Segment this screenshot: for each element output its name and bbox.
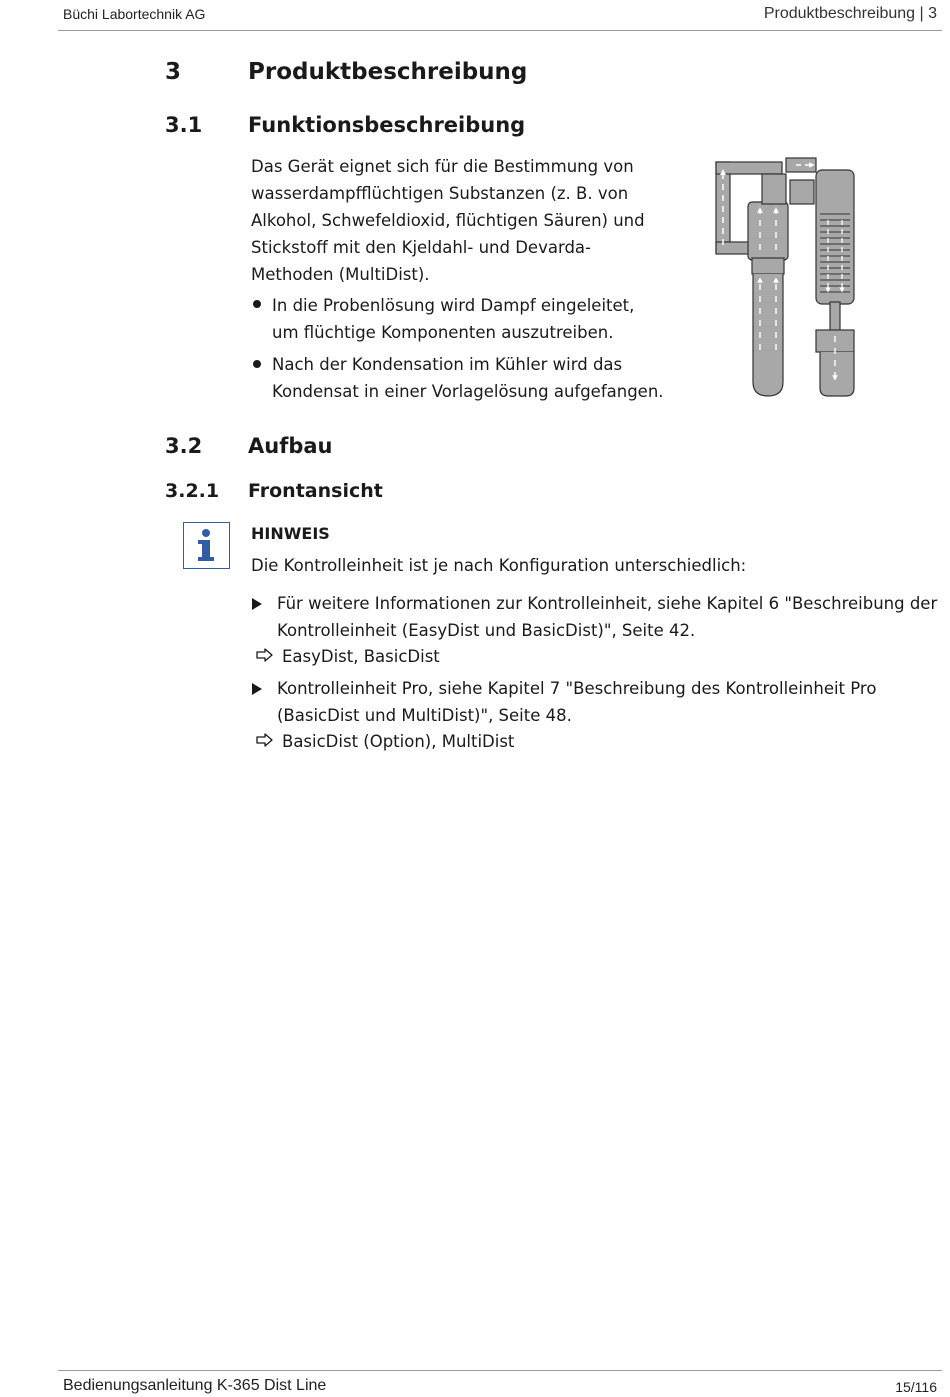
sample-flask: [748, 174, 788, 396]
step-line: Kontrolleinheit (EasyDist und BasicDist)", Seite 42.: [277, 621, 696, 640]
section-3-2-1-number: 3.2.1: [165, 480, 220, 502]
step-result: EasyDist, BasicDist: [282, 647, 440, 666]
bullet-line: Kondensat in einer Vorlagelösung aufgefangen.: [272, 382, 664, 401]
result-arrow-icon: [256, 648, 274, 662]
notice-text: Die Kontrolleinheit ist je nach Konfiguration unterschiedlich:: [251, 556, 747, 575]
bullet-line: Nach der Kondensation im Kühler wird das: [272, 355, 623, 374]
intro-line: Alkohol, Schwefeldioxid, flüchtigen Säuren) und: [251, 211, 645, 230]
section-3-1-number: 3.1: [165, 113, 203, 137]
notice-step: [277, 675, 876, 729]
bullet-dot: [253, 300, 261, 308]
result-arrow-icon: [256, 733, 274, 747]
bullet-item: [272, 292, 634, 346]
notice-step: [277, 590, 937, 644]
intro-line: Methoden (MultiDist).: [251, 265, 430, 284]
step-arrow-icon: [252, 683, 262, 695]
section-3-2-1-title: Frontansicht: [248, 480, 383, 502]
step-line: (BasicDist und MultiDist)", Seite 48.: [277, 706, 572, 725]
bullet-dot: [253, 360, 261, 368]
step-result: BasicDist (Option), MultiDist: [282, 732, 515, 751]
header-section: Produktbeschreibung | 3: [763, 5, 937, 22]
bullet-line: In die Probenlösung wird Dampf eingeleitet,: [272, 296, 635, 315]
distillation-diagram: [708, 150, 864, 406]
header-company: Büchi Labortechnik AG: [63, 6, 206, 22]
footer-rule: [58, 1370, 942, 1371]
section-3-1-title: Funktionsbeschreibung: [248, 113, 526, 137]
section-3-2-title: Aufbau: [248, 434, 333, 458]
footer-manual-title: Bedienungsanleitung K-365 Dist Line: [63, 1377, 327, 1394]
intro-line: wasserdampfflüchtigen Substanzen (z. B. von: [251, 184, 629, 203]
info-icon: [183, 522, 230, 569]
intro-line: Das Gerät eignet sich für die Bestimmung von: [251, 157, 634, 176]
chapter-title: Produktbeschreibung: [248, 59, 528, 85]
step-line: Für weitere Informationen zur Kontrolleinheit, siehe Kapitel 6 "Beschreibung der: [277, 594, 938, 613]
header-rule: [58, 30, 942, 31]
intro-line: Stickstoff mit den Kjeldahl- und Devarda-: [251, 238, 591, 257]
step-line: Kontrolleinheit Pro, siehe Kapitel 7 "Beschreibung des Kontrolleinheit Pro: [277, 679, 877, 698]
bullet-line: um flüchtige Komponenten auszutreiben.: [272, 323, 614, 342]
connecting-tube: [786, 158, 816, 204]
condenser: [816, 170, 854, 332]
page-number: 15/116: [895, 1379, 937, 1395]
section-3-2-number: 3.2: [165, 434, 203, 458]
step-arrow-icon: [252, 598, 262, 610]
receiver-vessel: [816, 330, 854, 396]
function-description: [251, 153, 645, 288]
bullet-item: [272, 351, 664, 405]
notice-title: HINWEIS: [251, 524, 330, 543]
chapter-number: 3: [165, 59, 182, 85]
